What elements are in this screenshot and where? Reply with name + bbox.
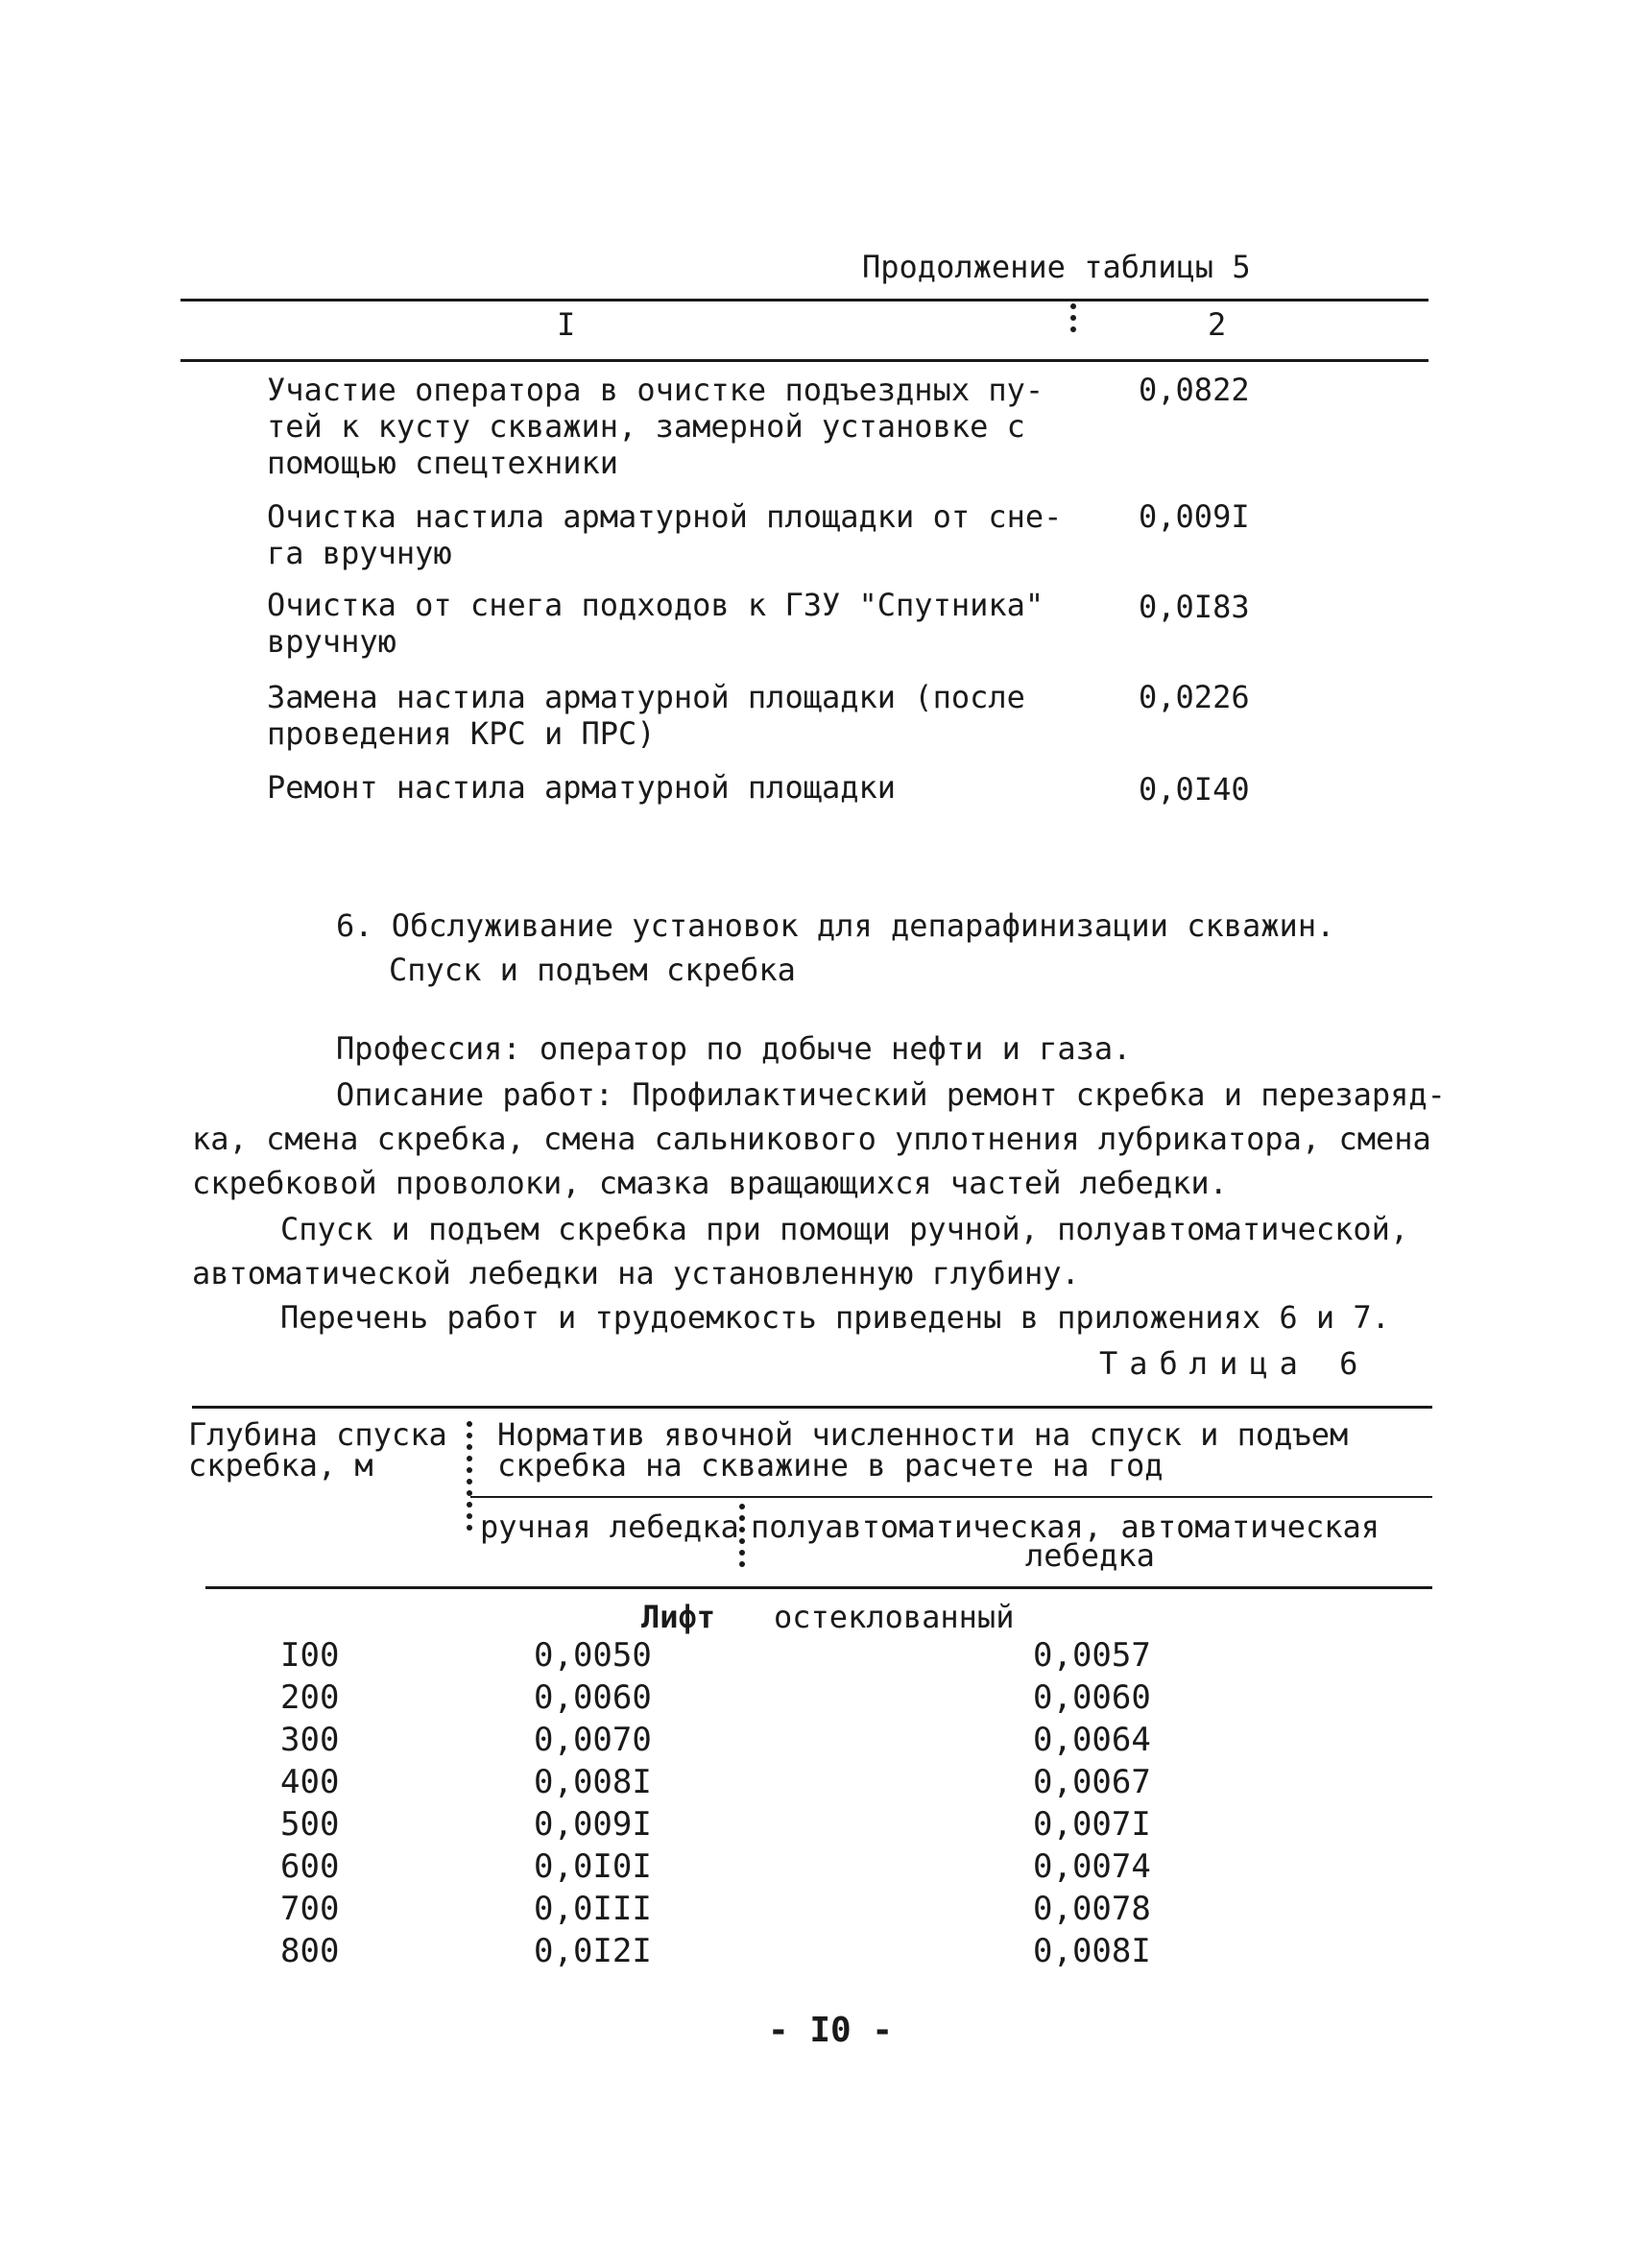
table6-top-rule [192,1406,1432,1409]
table6-depth-cell: 800 [280,1932,340,1970]
table6-col1-header-line1: Глубина спуска [188,1416,447,1453]
table6-depth-cell: 200 [280,1678,340,1717]
table5-caption: Продолжение таблицы 5 [862,249,1251,285]
section6-para-line7: Перечень работ и трудоемкость приведены в приложениях 6 и 7. [280,1299,1390,1336]
table-row [0,1763,1632,1805]
table6-depth-cell: 700 [280,1890,340,1928]
table5-row2-line2: га вручную [267,535,452,571]
table6-manual-cell: 0,0070 [534,1721,652,1759]
table6-manual-cell: 0,0III [534,1890,652,1928]
table5-row3-line1: Очистка от снега подходов к ГЗУ "Спутника" [267,587,1044,623]
section6-heading-line2: Спуск и подъем скребка [389,952,796,988]
table-row [0,1805,1632,1847]
table6-sub-divider [739,1504,745,1573]
table6-section-label-1: Лифт [641,1599,716,1635]
table6-manual-cell: 0,0I2I [534,1932,652,1970]
table6-depth-cell: 500 [280,1805,340,1844]
section6-para-line3: ка, смена скребка, смена сальникового уплотнения лубрикатора, смена [192,1121,1431,1157]
table6-header-rule [205,1586,1432,1589]
table6-section-label-2: остеклованный [774,1599,1015,1635]
table6-sub-auto-line2: лебедка [1025,1537,1155,1574]
table6-auto-cell: 0,0060 [1033,1678,1151,1717]
table6-depth-cell: 600 [280,1847,340,1886]
table6-auto-cell: 0,0057 [1033,1636,1151,1675]
table6-manual-cell: 0,008I [534,1763,652,1801]
table6-depth-cell: I00 [280,1636,340,1675]
table5-header-divider [1070,303,1076,338]
table5-row1-line3: помощью спецтехники [267,445,619,481]
table6-auto-cell: 0,0074 [1033,1847,1151,1886]
table5-top-rule [180,299,1428,302]
table6-sub-manual: ручная лебедка [480,1508,739,1545]
table6-auto-cell: 0,008I [1033,1932,1151,1970]
table5-col1-header: I [557,306,576,343]
table6-depth-cell: 300 [280,1721,340,1759]
table5-row4-value: 0,0226 [1139,679,1250,715]
table5-row3-value: 0,0I83 [1139,589,1250,625]
table5-row1-value: 0,0822 [1139,372,1250,408]
table5-row1-line2: тей к кусту скважин, замерной установке с [267,408,1025,445]
table6-col1-header-line2: скребка, м [188,1447,373,1484]
table-row [0,1678,1632,1721]
table5-row1-line1: Участие оператора в очистке подъездных пу- [267,372,1044,408]
table5-row4-line2: проведения КРС и ПРС) [267,715,656,752]
table5-header-rule [180,359,1428,362]
table6-auto-cell: 0,007I [1033,1805,1151,1844]
table6-manual-cell: 0,009I [534,1805,652,1844]
section6-para-line4: скребковой проволоки, смазка вращающихся частей лебедки. [192,1165,1228,1201]
table6-group-rule [470,1496,1432,1498]
table5-row2-line1: Очистка настила арматурной площадки от сне- [267,498,1063,535]
table-row [0,1636,1632,1678]
table6-col1-divider [467,1421,472,1536]
table6-manual-cell: 0,0060 [534,1678,652,1717]
table6-auto-cell: 0,0064 [1033,1721,1151,1759]
section6-para-line5: Спуск и подъем скребка при помощи ручной, полуавтоматической, [280,1211,1409,1247]
table6-sub-auto-line1: полуавтоматическая, автоматическая [751,1508,1380,1545]
table5-row2-value: 0,009I [1139,498,1250,535]
table6-depth-cell: 400 [280,1763,340,1801]
table5-row3-line2: вручную [267,623,396,660]
table6-group-header-line2: скребка на скважине в расчете на год [497,1447,1164,1484]
section6-para-line1: Профессия: оператор по добыче нефти и газа. [336,1030,1132,1067]
table-row [0,1721,1632,1763]
table6-manual-cell: 0,0I0I [534,1847,652,1886]
table6-manual-cell: 0,0050 [534,1636,652,1675]
table6-caption: Таблица 6 [1099,1345,1370,1382]
table6-auto-cell: 0,0067 [1033,1763,1151,1801]
table5-row4-line1: Замена настила арматурной площадки (после [267,679,1025,715]
table-row [0,1932,1632,1974]
table-row [0,1890,1632,1932]
section6-heading-line1: 6. Обслуживание установок для депарафинизации скважин. [336,907,1335,944]
table5-row5-value: 0,0I40 [1139,771,1250,808]
table5-row5-line1: Ремонт настила арматурной площадки [267,769,897,806]
table6-auto-cell: 0,0078 [1033,1890,1151,1928]
section6-para-line2: Описание работ: Профилактический ремонт скребка и перезаряд- [336,1076,1446,1113]
table-row [0,1847,1632,1890]
page-number: - I0 - [768,2011,894,2050]
table5-col2-header: 2 [1208,306,1227,343]
table6-group-header-line1: Норматив явочной численности на спуск и подъем [497,1416,1349,1453]
section6-para-line6: автоматической лебедки на установленную глубину. [192,1255,1080,1291]
